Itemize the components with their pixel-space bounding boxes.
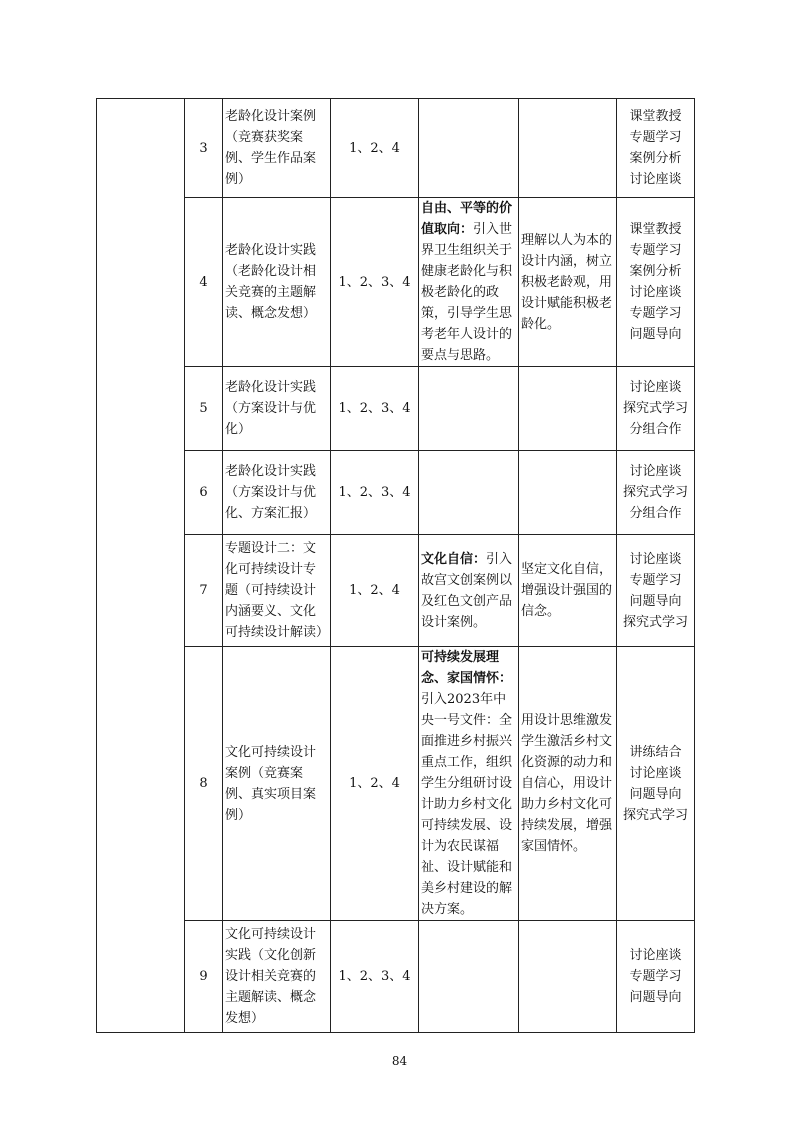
method-item: 专题学习 [629, 130, 682, 145]
method-item: 探究式学习 [622, 485, 688, 500]
row-number: 3 [185, 99, 223, 198]
goal-cell: 1、2、3、4 [331, 921, 419, 1033]
method-item: 探究式学习 [622, 401, 688, 416]
objective-cell [519, 99, 617, 198]
row-number: 4 [185, 198, 223, 367]
method-item: 讨论座谈 [629, 464, 682, 479]
topic-cell: 文化可持续设计实践（文化创新设计相关竞赛的主题解读、概念发想） [223, 921, 331, 1033]
method-cell [617, 367, 695, 451]
ideology-heading: 自由、平等的价值取向： [421, 201, 513, 237]
goal-cell: 1、2、3、4 [331, 198, 419, 367]
topic-cell: 专题设计二：文化可持续设计专题（可持续设计内涵要义、文化可持续设计解读） [223, 535, 331, 647]
page-number: 84 [391, 1054, 408, 1068]
table-row [97, 451, 695, 535]
table-row [97, 99, 695, 198]
objective-cell: 用设计思维激发学生激活乡村文化资源的动力和自信心，用设计助力乡村文化可持续发展，增强家国情怀。 [519, 647, 617, 921]
ideology-text: 引入世界卫生组织关于健康老龄化与积极老龄化的政策，引导学生思考老年人设计的要点与思路。 [421, 222, 513, 363]
row-number: 7 [185, 535, 223, 647]
goal-cell: 1、2、3、4 [331, 451, 419, 535]
goal-cell: 1、2、4 [331, 99, 419, 198]
objective-cell: 坚定文化自信，增强设计强国的信念。 [519, 535, 617, 647]
ideology-cell [419, 647, 519, 921]
ideology-cell [419, 535, 519, 647]
method-item: 分组合作 [629, 422, 682, 437]
table-row [97, 921, 695, 1033]
method-item: 专题学习 [629, 243, 682, 258]
method-item: 讨论座谈 [629, 172, 682, 187]
method-item: 问题导向 [629, 786, 682, 802]
topic-cell: 老龄化设计实践（老龄化设计相关竞赛的主题解读、概念发想） [223, 198, 331, 367]
ideology-heading: 文化自信： [421, 551, 487, 567]
method-cell [617, 198, 695, 367]
course-schedule-table [96, 98, 695, 1033]
method-item: 探究式学习 [622, 614, 688, 630]
ideology-cell [419, 921, 519, 1033]
method-cell [617, 647, 695, 921]
method-item: 讨论座谈 [629, 380, 682, 395]
method-item: 案例分析 [629, 151, 682, 166]
ideology-cell [419, 451, 519, 535]
table-row [97, 535, 695, 647]
method-cell [617, 451, 695, 535]
goal-cell: 1、2、3、4 [331, 367, 419, 451]
method-item: 课堂教授 [629, 109, 682, 124]
objective-cell [519, 451, 617, 535]
topic-cell: 文化可持续设计案例（竞赛案例、真实项目案例） [223, 647, 331, 921]
ideology-cell [419, 367, 519, 451]
method-cell [617, 921, 695, 1033]
method-item: 课堂教授 [629, 222, 682, 237]
method-item: 问题导向 [629, 593, 682, 609]
table-row [97, 198, 695, 367]
method-item: 专题学习 [629, 572, 682, 588]
row-number: 9 [185, 921, 223, 1033]
ideology-cell [419, 99, 519, 198]
method-item: 问题导向 [629, 990, 682, 1005]
topic-cell: 老龄化设计实践（方案设计与优化、方案汇报） [223, 451, 331, 535]
topic-cell: 老龄化设计实践（方案设计与优化） [223, 367, 331, 451]
method-item: 讨论座谈 [629, 285, 682, 300]
method-item: 问题导向 [629, 327, 682, 342]
method-item: 讨论座谈 [629, 765, 682, 781]
ideology-text: 引入2023年中央一号文件：全面推进乡村振兴重点工作，组织学生分组研讨设计助力乡村文化可持续发展、设计为农民谋福祉、设计赋能和美乡村建设的解决方案。 [421, 692, 513, 917]
method-item: 讨论座谈 [629, 948, 682, 963]
method-cell [617, 535, 695, 647]
table-row [97, 647, 695, 921]
objective-cell [519, 367, 617, 451]
goal-cell: 1、2、4 [331, 535, 419, 647]
row-number: 6 [185, 451, 223, 535]
method-item: 讨论座谈 [629, 551, 682, 567]
row-number: 8 [185, 647, 223, 921]
method-cell [617, 99, 695, 198]
objective-cell: 理解以人为本的设计内涵，树立积极老龄观，用设计赋能积极老龄化。 [519, 198, 617, 367]
ideology-heading: 可持续发展理念、家国情怀： [421, 650, 513, 686]
method-item: 专题学习 [629, 969, 682, 984]
method-item: 专题学习 [629, 306, 682, 321]
method-item: 探究式学习 [622, 807, 688, 823]
method-item: 案例分析 [629, 264, 682, 279]
objective-cell [519, 921, 617, 1033]
table-row [97, 367, 695, 451]
ideology-text: 引入故宫文创案例以及红色文创产品设计案例。 [421, 551, 513, 630]
method-item: 讲练结合 [629, 744, 682, 760]
method-item: 分组合作 [629, 506, 682, 521]
goal-cell: 1、2、4 [331, 647, 419, 921]
ideology-cell [419, 198, 519, 367]
topic-cell: 老龄化设计案例（竞赛获奖案例、学生作品案例） [223, 99, 331, 198]
row-number: 5 [185, 367, 223, 451]
merged-category-cell [97, 99, 185, 1033]
